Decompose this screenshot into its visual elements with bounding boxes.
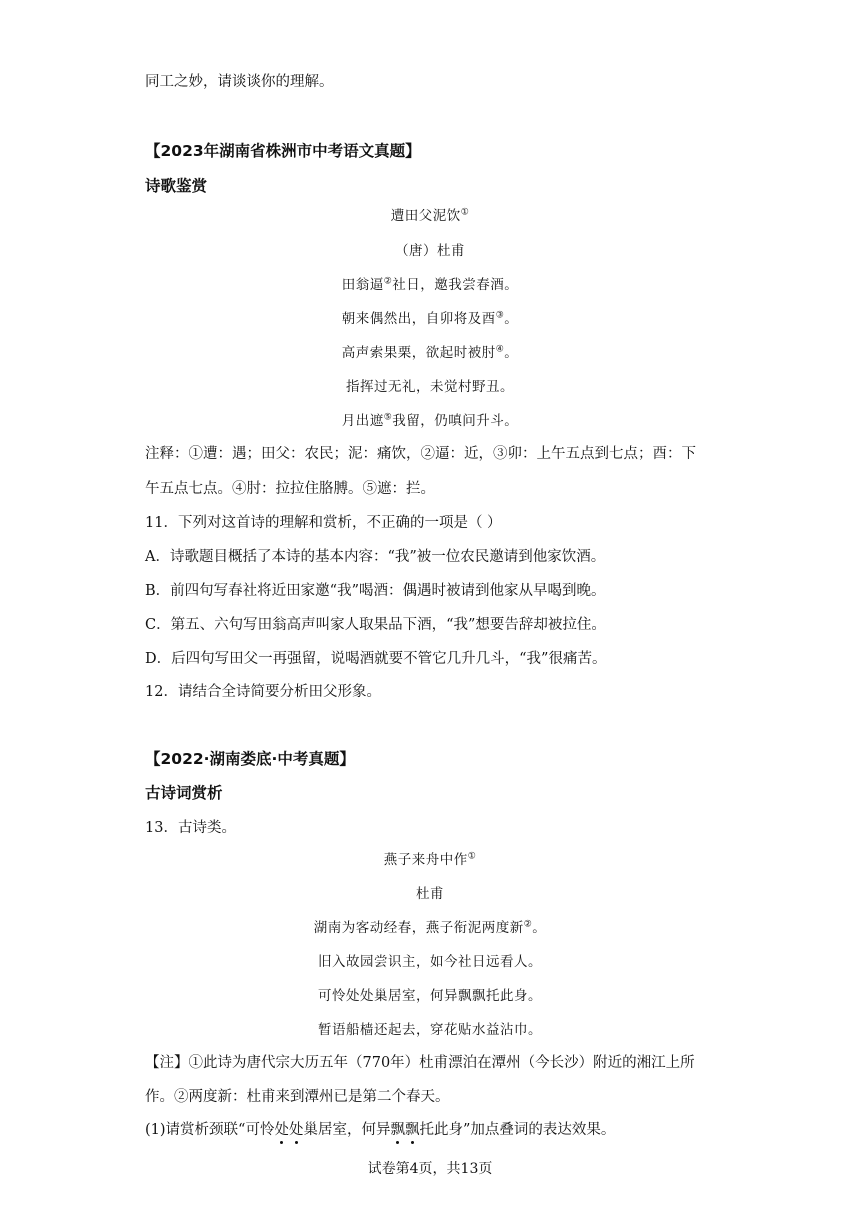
poem1-line-3: 高声索果栗，欲起时被肘④。 xyxy=(341,344,519,361)
poem2-line-2: 旧入故园尝识主，如今社日远看人。 xyxy=(318,954,542,970)
question-11: 11．下列对这首诗的理解和赏析，不正确的一项是（ ） xyxy=(145,515,502,531)
question-13-1: (1)请赏析颈联“可怜处处巢居室，何异飘飘托此身”加点叠词的表达效果。 xyxy=(145,1122,616,1138)
dotted-word-piaopiao: 飘飘 xyxy=(390,1122,420,1138)
poem2-note-line-2: 作。②两度新：杜甫来到潭州已是第二个春天。 xyxy=(145,1089,450,1105)
option-c[interactable]: C．第五、六句写田翁高声叫家人取果品下酒，“我”想要告辞却被拉住。 xyxy=(145,617,606,633)
poem1-title: 遭田父泥饮① xyxy=(390,207,470,224)
section1-heading: 【2023年湖南省株洲市中考语文真题】 xyxy=(145,142,421,160)
option-b[interactable]: B．前四句写春社将近田家邀“我”喝酒：偶遇时被请到他家从早喝到晚。 xyxy=(145,583,606,599)
notes-line-1: 注释：①遭：遇；田父：农民；泥：痛饮，②逼：近，③卯：上午五点到七点；酉：下 xyxy=(145,446,696,462)
question-12: 12．请结合全诗简要分析田父形象。 xyxy=(145,684,381,700)
notes-line-2: 午五点七点。④肘：拉拉住胳膊。⑤遮：拦。 xyxy=(145,481,435,497)
poem2-author: 杜甫 xyxy=(416,886,444,902)
poem1-line-2: 朝来偶然出，自卯将及酉③。 xyxy=(341,310,519,327)
dotted-word-chuchu: 处处 xyxy=(274,1122,304,1138)
question-13: 13．古诗类。 xyxy=(145,820,236,836)
section2-heading: 【2022·湖南娄底·中考真题】 xyxy=(145,750,355,768)
poem2-line-4: 暂语船樯还起去，穿花贴水益沾巾。 xyxy=(318,1022,542,1038)
poem2-title: 燕子来舟中作① xyxy=(383,851,477,868)
poem1-line-5: 月出遮⑤我留，仍嗔问升斗。 xyxy=(341,412,519,429)
poem2-line-1: 湖南为客动经春，燕子衔泥两度新②。 xyxy=(313,919,547,936)
option-d[interactable]: D．后四句写田父一再强留，说喝酒就要不管它几升几斗，“我”很痛苦。 xyxy=(145,651,607,667)
poem2-note-line-1: 【注】①此诗为唐代宗大历五年（770年）杜甫漂泊在潭州（今长沙）附近的湘江上所 xyxy=(145,1055,695,1071)
page-footer: 试卷第4页，共13页 xyxy=(367,1161,493,1177)
intro-line: 同工之妙，请谈谈你的理解。 xyxy=(145,74,334,90)
section1-subheading: 诗歌鉴赏 xyxy=(145,177,208,195)
poem1-line-4: 指挥过无礼，未觉村野丑。 xyxy=(346,379,514,395)
poem2-line-3: 可怜处处巢居室，何异飘飘托此身。 xyxy=(318,988,542,1004)
option-a[interactable]: A．诗歌题目概括了本诗的基本内容：“我”被一位农民邀请到他家饮酒。 xyxy=(145,549,606,565)
poem1-author: （唐）杜甫 xyxy=(395,243,465,259)
poem1-line-1: 田翁逼②社日，邀我尝春酒。 xyxy=(341,276,519,293)
section2-subheading: 古诗词赏析 xyxy=(145,784,223,802)
